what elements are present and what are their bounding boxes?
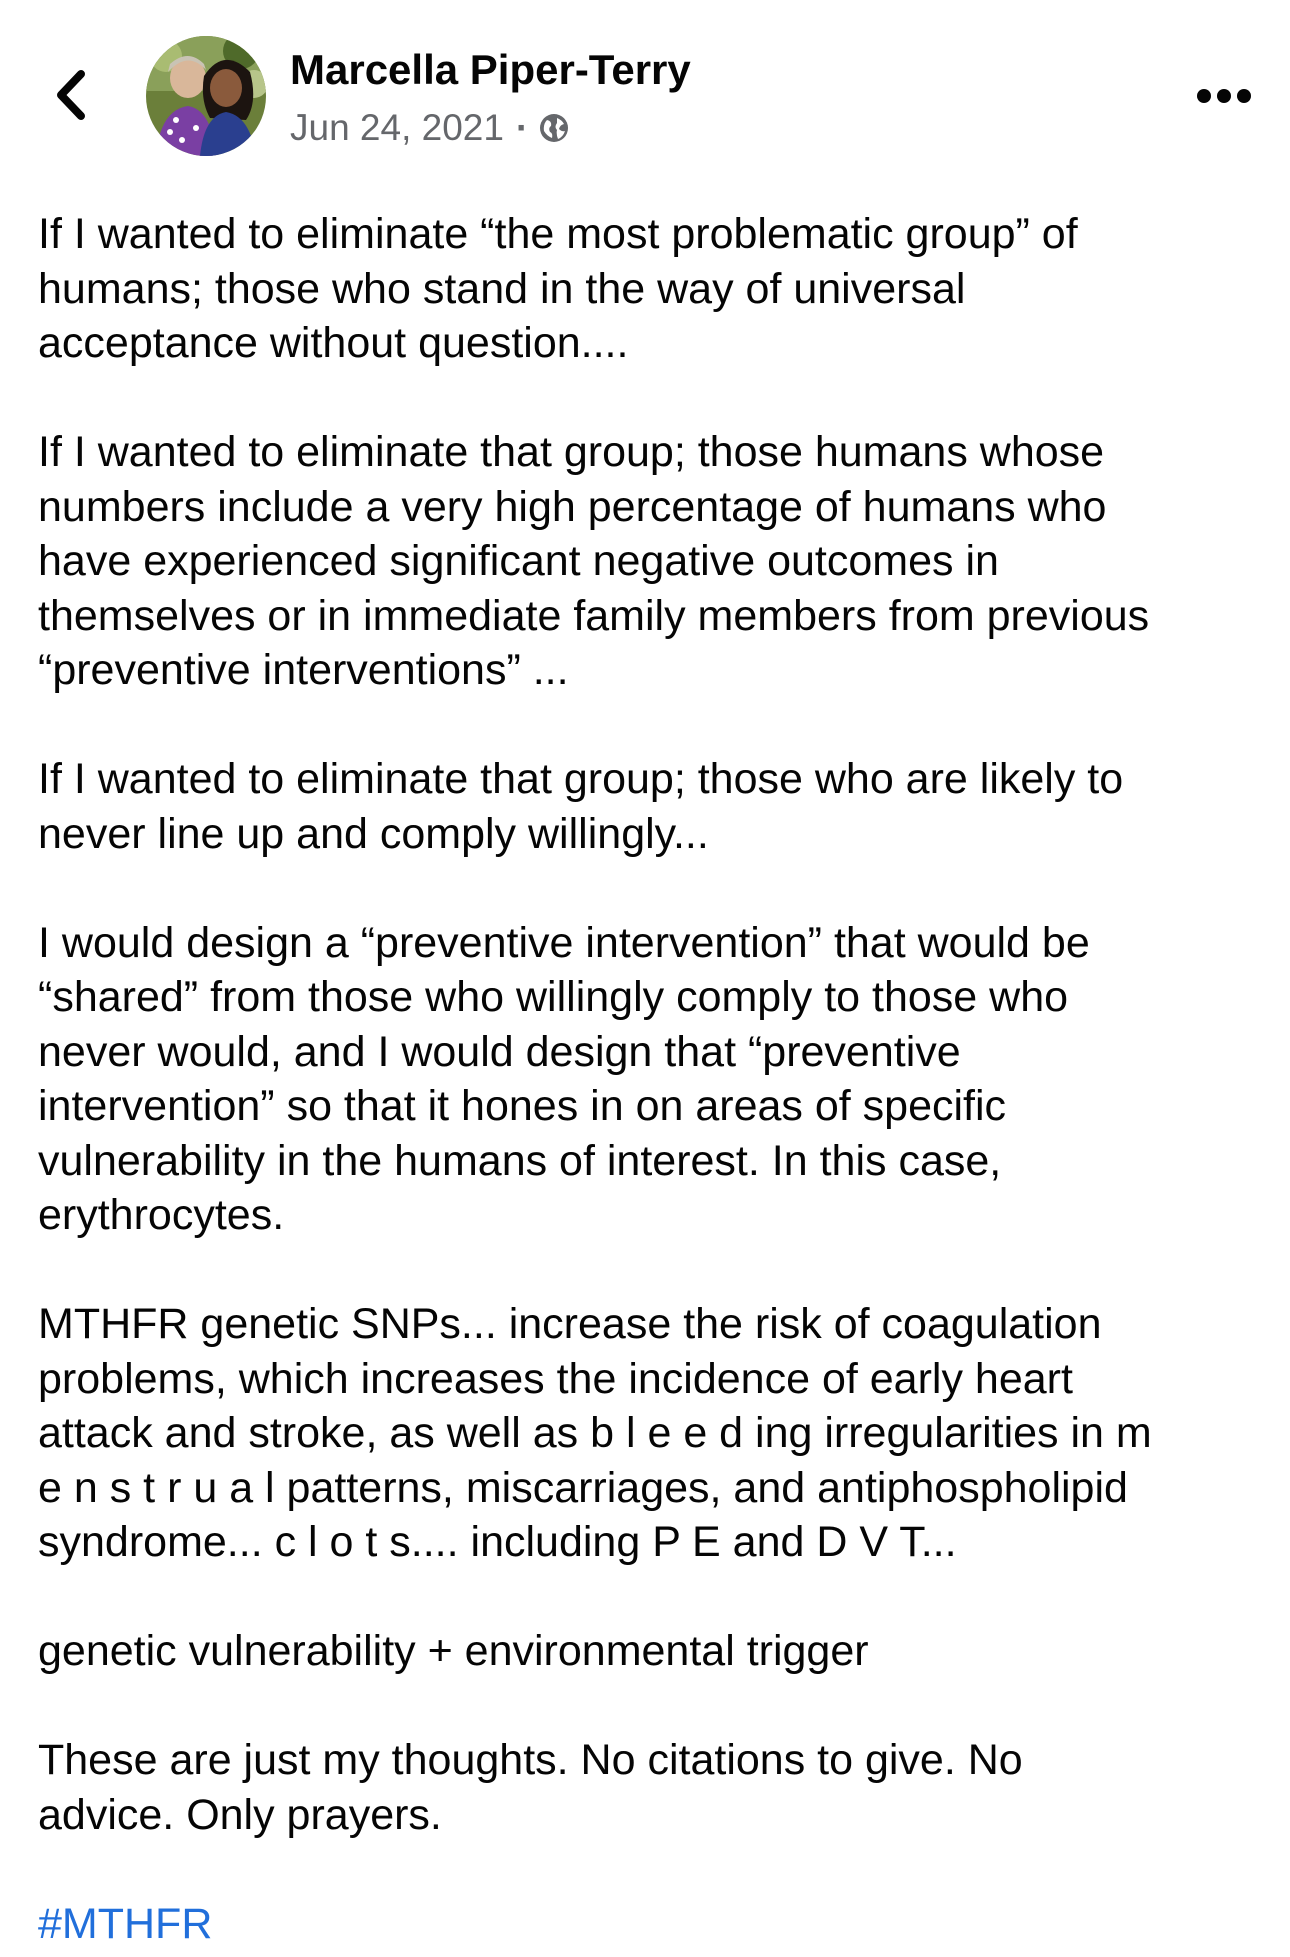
post-paragraph: [38, 752, 1268, 861]
post-paragraph: [38, 1624, 1268, 1679]
meta-separator: ·: [515, 107, 529, 148]
post-date[interactable]: Jun 24, 2021: [290, 107, 504, 148]
text-line: acceptance without question....: [38, 319, 629, 367]
text-line: I would design a “preventive intervention” that would be: [38, 918, 1090, 967]
chevron-left-icon: [53, 69, 87, 121]
text-line: If I wanted to eliminate that group; those humans whose: [38, 428, 1105, 476]
text-line: “shared” from those who willingly comply to those who: [38, 973, 1069, 1021]
post-paragraph: [38, 207, 1268, 371]
author-name[interactable]: Marcella Piper-Terry: [290, 46, 691, 93]
post-paragraph: [38, 1733, 1268, 1842]
more-horizontal-icon: [1196, 88, 1252, 104]
text-line: erythrocytes.: [38, 1191, 285, 1239]
text-line: If I wanted to eliminate that group; those who are likely to: [38, 755, 1124, 803]
text-line: have experienced significant negative outcomes in: [38, 537, 999, 585]
text-line: vulnerability in the humans of interest. In this case,: [38, 1136, 1002, 1185]
text-line: problems, which increases the incidence of early heart: [38, 1354, 1073, 1403]
text-line: intervention” so that it hones in on areas of specific: [38, 1082, 1007, 1130]
text-line: MTHFR genetic SNPs... increase the risk of coagulation: [38, 1300, 1102, 1348]
text-line: themselves or in immediate family members from previous: [38, 591, 1150, 640]
text-line: e n s t r u a l patterns, miscarriages, and antiphospholipid: [38, 1463, 1128, 1512]
post-paragraph: [38, 425, 1268, 698]
post-meta: [290, 106, 570, 150]
author-avatar[interactable]: [146, 36, 266, 156]
text-line: numbers include a very high percentage of humans who: [38, 482, 1107, 531]
text-line: These are just my thoughts. No citations to give. No: [38, 1736, 1023, 1784]
text-line: syndrome... c l o t s.... including P E and D V T...: [38, 1518, 957, 1566]
text-line: humans; those who stand in the way of universal: [38, 264, 966, 313]
avatar-photo: [146, 36, 266, 156]
globe-icon[interactable]: [538, 112, 570, 144]
more-options-button[interactable]: [1192, 76, 1256, 116]
text-line: If I wanted to eliminate “the most problematic group” of: [38, 210, 1078, 258]
post-paragraph: [38, 1297, 1268, 1570]
text-line: never line up and comply willingly...: [38, 809, 709, 858]
text-line: advice. Only prayers.: [38, 1790, 442, 1839]
back-button[interactable]: [40, 60, 100, 130]
text-line: attack and stroke, as well as b l e e d ing irregularities in m: [38, 1409, 1152, 1457]
post-header: [0, 0, 1290, 185]
text-line: never would, and I would design that “preventive: [38, 1027, 961, 1076]
post-body: [38, 207, 1268, 1951]
text-line: genetic vulnerability + environmental trigger: [38, 1627, 869, 1675]
text-line: “preventive interventions” ...: [38, 646, 569, 694]
hashtag-link[interactable]: #MTHFR: [38, 1899, 213, 1948]
post-paragraph: [38, 916, 1268, 1243]
